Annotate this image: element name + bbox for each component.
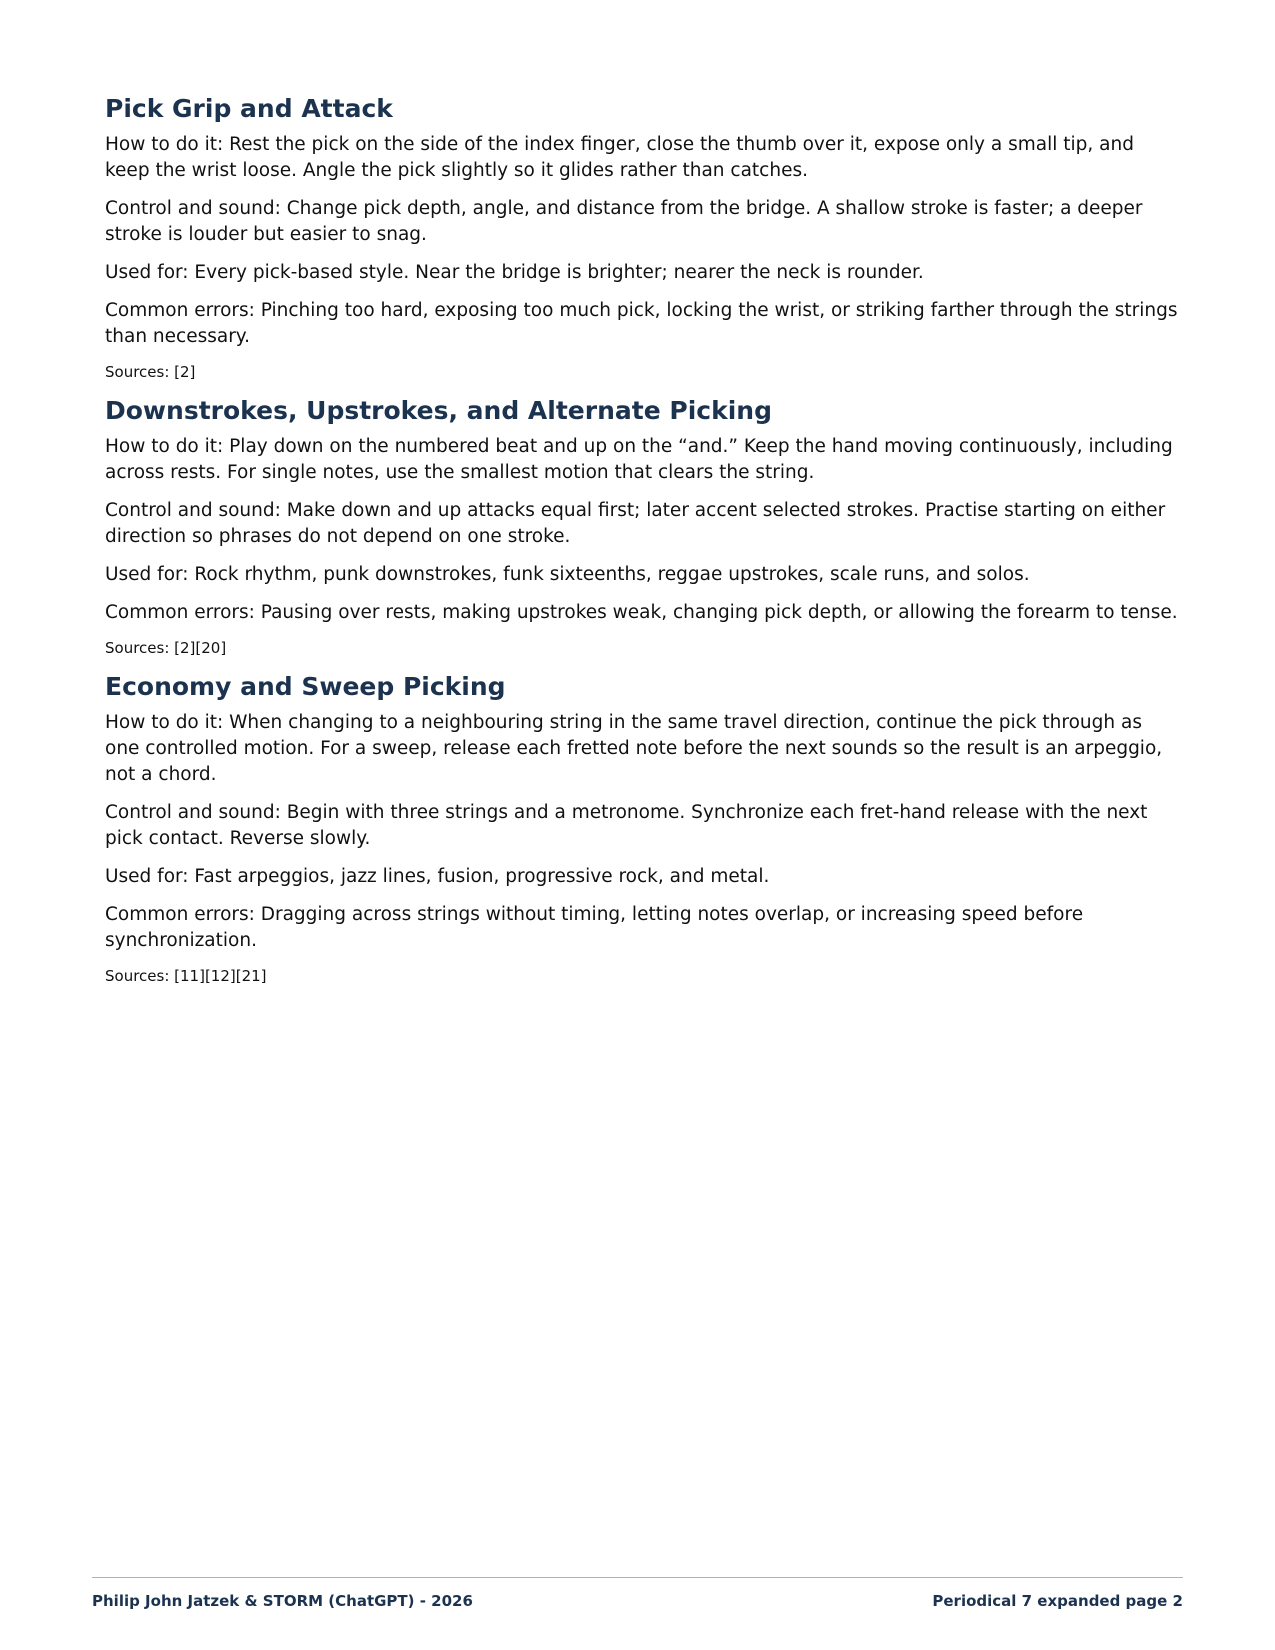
used-for-paragraph: Used for: Every pick-based style. Near the bridge is brighter; nearer the neck is rounder. bbox=[105, 262, 924, 283]
footer-divider bbox=[92, 1577, 1183, 1578]
page-content bbox=[105, 92, 1180, 986]
how-to-paragraph: How to do it: When changing to a neighbouring string in the same travel direction, continue the pick through as one controlled motion. For a sweep, release each fretted note before the next sounds so the result is an arpeggio, not a chord. bbox=[105, 712, 1163, 785]
control-paragraph: Control and sound: Make down and up attacks equal first; later accent selected strokes. Practise starting on either direction so phrases do not depend on one stroke. bbox=[105, 500, 1166, 547]
section-title: Downstrokes, Upstrokes, and Alternate Picking bbox=[105, 396, 772, 425]
sources-line: Sources: [2] bbox=[105, 363, 196, 381]
how-to-paragraph: How to do it: Rest the pick on the side of the index finger, close the thumb over it, expose only a small tip, and keep the wrist loose. Angle the pick slightly so it glides rather than catches. bbox=[105, 134, 1134, 181]
how-to-paragraph: How to do it: Play down on the numbered beat and up on the “and.” Keep the hand moving continuously, including across rests. For single notes, use the smallest motion that clears the string. bbox=[105, 436, 1173, 483]
common-errors-paragraph: Common errors: Pausing over rests, making upstrokes weak, changing pick depth, or allowing the forearm to tense. bbox=[105, 602, 1178, 623]
sources-line: Sources: [2][20] bbox=[105, 639, 227, 657]
sources-line: Sources: [11][12][21] bbox=[105, 967, 267, 985]
used-for-paragraph: Used for: Rock rhythm, punk downstrokes, funk sixteenths, reggae upstrokes, scale runs, and solos. bbox=[105, 564, 1030, 585]
common-errors-paragraph: Common errors: Pinching too hard, exposing too much pick, locking the wrist, or striking farther through the strings than necessary. bbox=[105, 300, 1178, 347]
footer-author: Philip John Jatzek & STORM (ChatGPT) - 2026 bbox=[92, 1592, 473, 1610]
section-pick-grip bbox=[105, 92, 1180, 382]
footer-page-label: Periodical 7 expanded page 2 bbox=[932, 1592, 1183, 1610]
common-errors-paragraph: Common errors: Dragging across strings without timing, letting notes overlap, or increasing speed before synchronization. bbox=[105, 904, 1084, 951]
control-paragraph: Control and sound: Begin with three strings and a metronome. Synchronize each fret-hand release with the next pick contact. Reverse slowly. bbox=[105, 802, 1148, 849]
section-title: Pick Grip and Attack bbox=[105, 94, 393, 123]
used-for-paragraph: Used for: Fast arpeggios, jazz lines, fusion, progressive rock, and metal. bbox=[105, 866, 770, 887]
control-paragraph: Control and sound: Change pick depth, angle, and distance from the bridge. A shallow stroke is faster; a deeper stroke is louder but easier to snag. bbox=[105, 198, 1143, 245]
section-economy-sweep bbox=[105, 670, 1180, 986]
section-alternate-picking bbox=[105, 394, 1180, 658]
section-title: Economy and Sweep Picking bbox=[105, 672, 506, 701]
